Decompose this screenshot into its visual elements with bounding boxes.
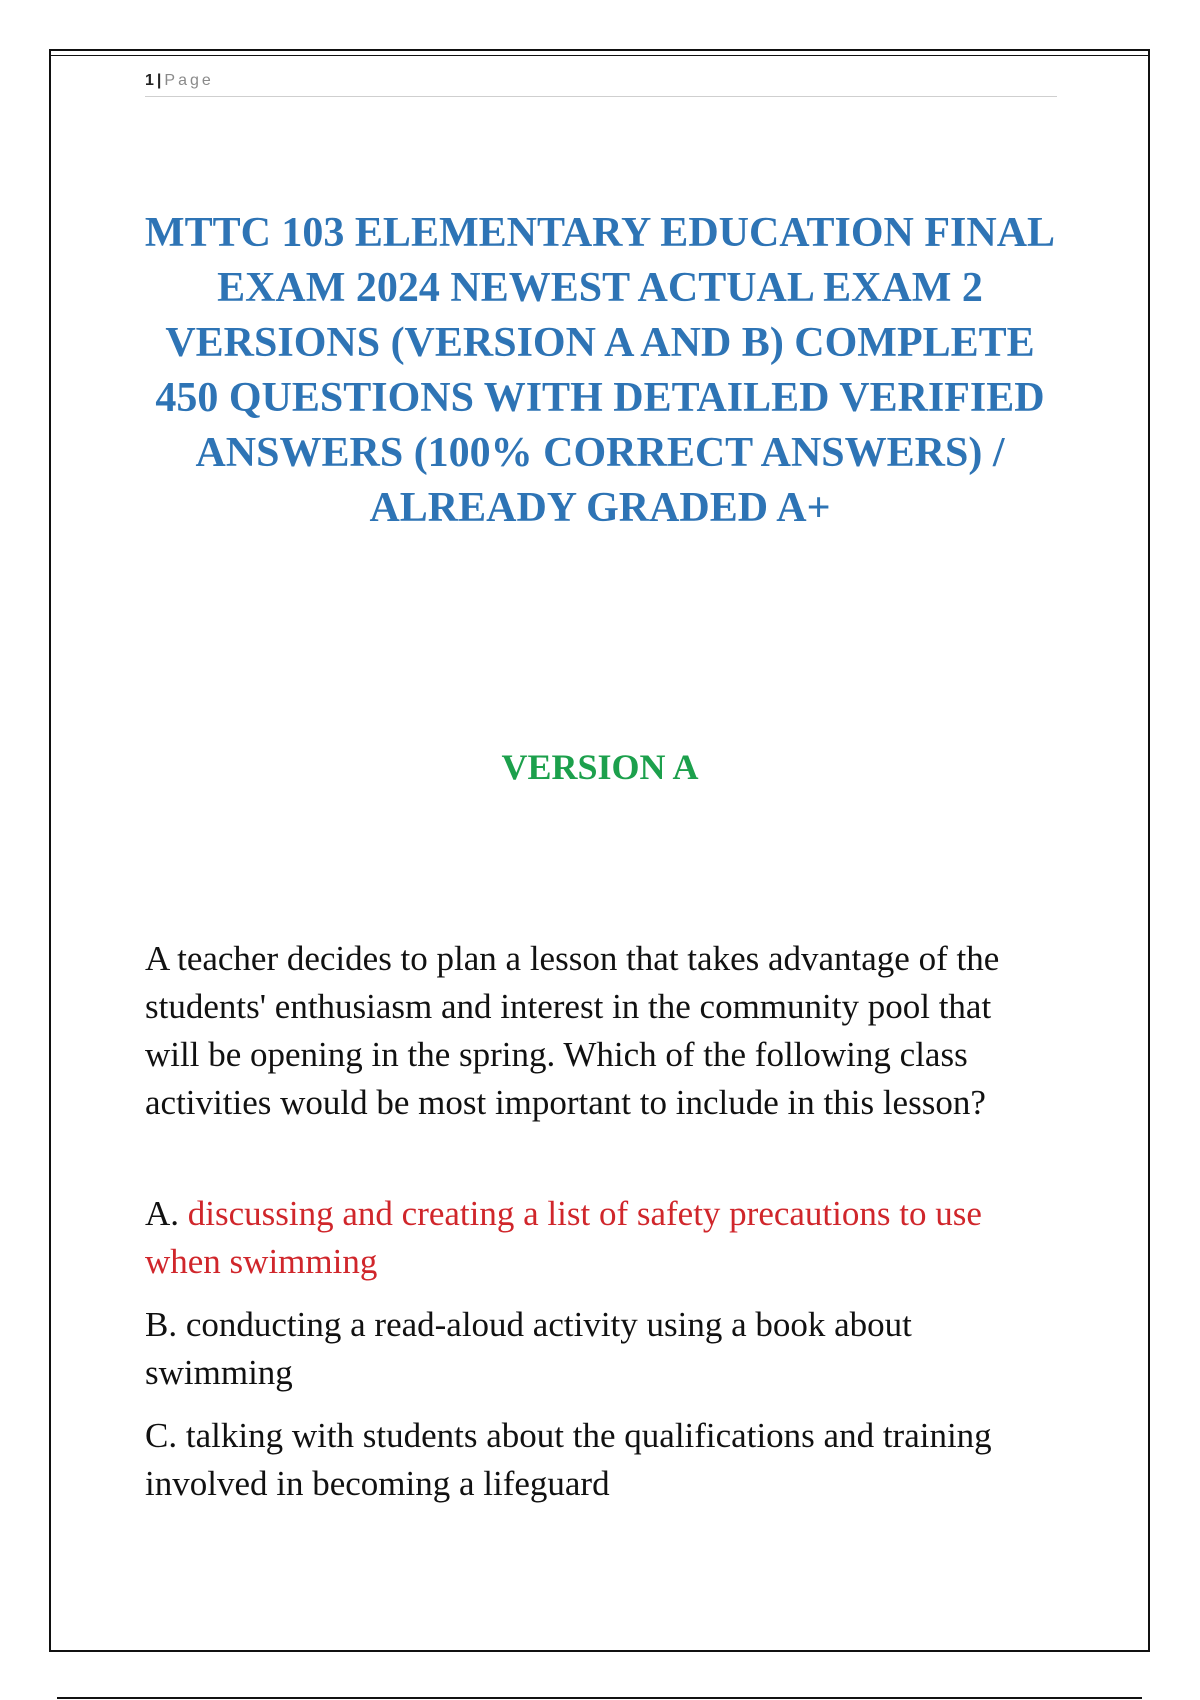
option-c [145, 1412, 1045, 1508]
option-letter: C. [145, 1416, 178, 1455]
next-page-top-rule [57, 1697, 1142, 1699]
option-b [145, 1301, 1045, 1397]
question-text: A teacher decides to plan a lesson that takes advantage of the students' enthusiasm and interest in the community pool that will be opening in the spring. Which of the following class activities would be most important to include in this lesson? [145, 939, 1000, 1122]
document-title: MTTC 103 ELEMENTARY EDUCATION FINAL EXAM 2024 NEWEST ACTUAL EXAM 2 VERSIONS (VERSION A AND B) COMPLETE 450 QUESTIONS WITH DETAILED VERIFIED ANSWERS (100% CORRECT ANSWERS) / ALREADY GRADED A+ [144, 210, 1056, 531]
page-header [145, 72, 1057, 97]
page-border-inner-line [49, 55, 1150, 56]
option-letter: B. [145, 1305, 178, 1344]
page-separator: | [156, 72, 162, 89]
option-text-correct: discussing and creating a list of safety precautions to use when swimming [145, 1194, 982, 1281]
version-heading: VERSION A [501, 747, 699, 787]
option-a [145, 1190, 1045, 1286]
option-text: talking with students about the qualifications and training involved in becoming a lifeguard [145, 1416, 992, 1503]
page-number: 1 [145, 72, 154, 89]
answer-options [145, 1190, 1045, 1523]
option-letter: A. [145, 1194, 180, 1233]
option-text: conducting a read-aloud activity using a book about swimming [145, 1305, 912, 1392]
page-label: Page [164, 72, 214, 89]
